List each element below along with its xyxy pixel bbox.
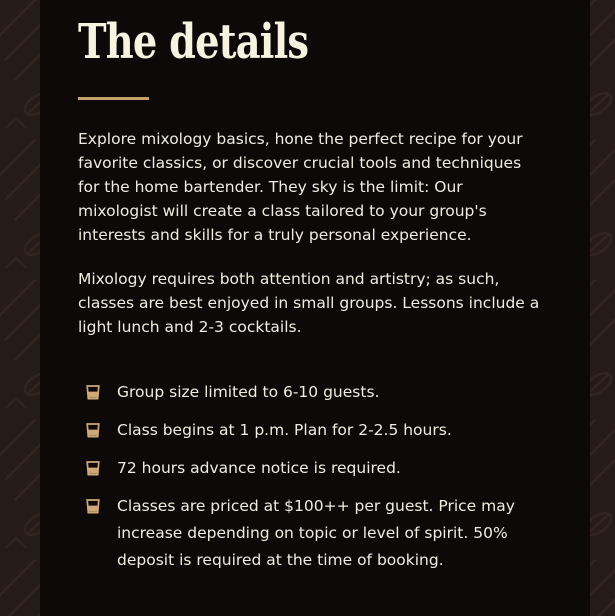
list-item (85, 417, 533, 444)
list-item-text: Group size limited to 6-10 guests. (117, 382, 380, 401)
list-item-text: 72 hours advance notice is required. (117, 458, 401, 477)
title-divider (78, 97, 149, 100)
rocks-glass-icon (85, 460, 101, 477)
details-card (40, 0, 590, 616)
list-item (85, 493, 533, 574)
page-title: The details (78, 14, 309, 70)
secondary-paragraph: Mixology requires both attention and artistry; as such, classes are best enjoyed in small groups. Lessons include a light lunch and 2-3 cocktails. (78, 269, 540, 336)
rocks-glass-icon (85, 422, 101, 439)
rocks-glass-icon (85, 384, 101, 401)
list-item (85, 379, 533, 406)
details-list (78, 379, 550, 574)
list-item (85, 455, 533, 482)
rocks-glass-icon (85, 498, 101, 515)
intro-paragraph: Explore mixology basics, hone the perfect recipe for your favorite classics, or discover crucial tools and techniques for the home bartender. They sky is the limit: Our mixologist will create a class tailored to your group's interests and skills for a truly personal experience. (78, 129, 523, 244)
list-item-text: Class begins at 1 p.m. Plan for 2-2.5 hours. (117, 420, 452, 439)
list-item-text: Classes are priced at $100++ per guest. Price may increase depending on topic or level of spirit. 50% deposit is required at the time of booking. (117, 496, 515, 569)
